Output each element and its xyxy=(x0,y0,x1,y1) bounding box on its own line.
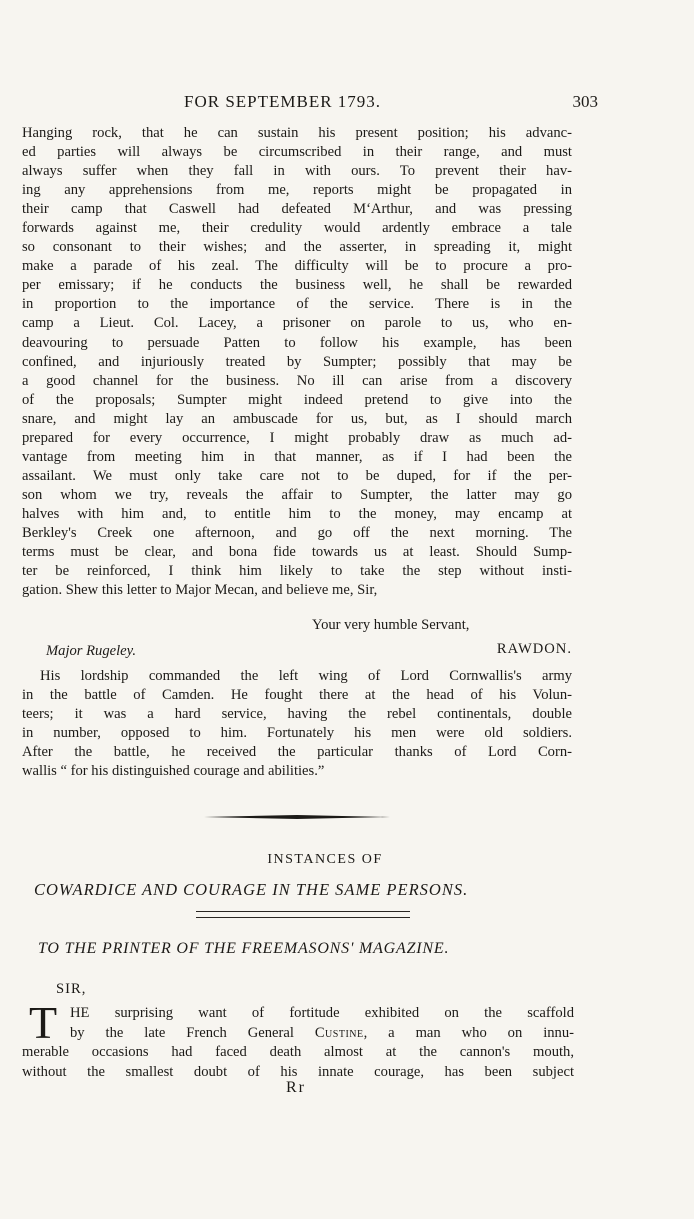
text-line: so consonant to their wishes; and the asserter, in spreading it, might xyxy=(22,239,572,256)
text-line: assailant. We must only take care not to be duped, for if the per- xyxy=(22,467,572,484)
person-name: Custine xyxy=(314,1024,364,1041)
running-head: FOR SEPTEMBER 1793. xyxy=(184,92,382,111)
printer-signature-mark: Rr xyxy=(286,1079,306,1096)
page-number: 303 xyxy=(572,92,598,111)
text-line: gation. Shew this letter to Major Mecan, and believe me, Sir, xyxy=(22,582,378,599)
text-line: prepared for every occurrence, I might probably draw as much ad- xyxy=(22,429,572,446)
text-line: ter be reinforced, I think him likely to take the step without insti- xyxy=(22,563,572,580)
text-line: in the battle of Camden. He fought there at the head of his Volun- xyxy=(22,687,572,704)
page-header xyxy=(0,92,694,118)
text-line xyxy=(22,1024,574,1044)
text-line: deavouring to persuade Patten to follow his example, has been xyxy=(22,334,572,351)
opening-paragraph xyxy=(22,997,575,1082)
salutation: SIR, xyxy=(56,981,87,997)
text-line: in number, opposed to him. Fortunately his men were old soldiers. xyxy=(22,725,572,742)
signature: RAWDON. xyxy=(496,641,572,657)
text-line: vantage from meeting him in that manner, as if I had been the xyxy=(22,448,572,465)
text-line: per emissary; if he conducts the business well, he shall be rewarded xyxy=(22,277,572,294)
text-line: always suffer when they fall in with ours. To prevent their hav- xyxy=(22,163,572,180)
text-line: merable occasions had faced death almost at the cannon's mouth, xyxy=(22,1044,574,1060)
text-line: HE surprising want of fortitude exhibited on the scaffold xyxy=(70,1005,574,1021)
text-line: son whom we try, reveals the affair to Sumpter, the latter may go xyxy=(22,486,572,503)
text-line: Hanging rock, that he can sustain his present position; his advanc- xyxy=(22,125,572,141)
text-line: of the proposals; Sumpter might indeed pretend to give into the xyxy=(22,391,572,408)
text-line: snare, and might lay an ambuscade for us, but, as I should march xyxy=(22,410,572,427)
text-line: forwards against me, their credulity would ardently embrace a tale xyxy=(22,220,572,237)
section-title: COWARDICE AND COURAGE IN THE SAME PERSONS. xyxy=(34,880,469,899)
section-kicker-text: INSTANCES OF xyxy=(267,852,383,867)
text-line: confined, and injuriously treated by Sumpter; possibly that may be xyxy=(22,353,572,370)
text-line: halves with him and, to entitle him to the money, may encamp at xyxy=(22,505,572,522)
text-line: wallis “ for his distinguished courage and abilities.” xyxy=(22,763,325,780)
text-line: teers; it was a hard service, having the rebel continentals, double xyxy=(22,706,572,723)
text-line: make a parade of his zeal. The difficulty will be to procure a pro- xyxy=(22,258,572,275)
text-line: in proportion to the importance of the service. There is in the xyxy=(22,296,572,313)
section-kicker xyxy=(0,852,694,868)
complimentary-close: Your very humble Servant, xyxy=(312,617,470,633)
text-fragment: by the late French General xyxy=(70,1024,315,1041)
text-line: ing any apprehensions from me, reports might be propagated in xyxy=(22,182,572,199)
text-line: ed parties will always be circumscribed in their range, and must xyxy=(22,144,572,161)
drop-cap: T xyxy=(28,997,58,1048)
text-line: a good channel for the business. No ill can arise from a discovery xyxy=(22,372,572,389)
section-divider-ornament xyxy=(204,815,390,819)
text-line: His lordship commanded the left wing of Lord Cornwallis's army xyxy=(40,668,572,684)
text-line: Berkley's Creek one afternoon, and go off the next morning. The xyxy=(22,524,572,541)
text-line: After the battle, he received the particular thanks of Lord Corn- xyxy=(22,744,572,761)
letter-body xyxy=(22,124,572,600)
double-rule-divider xyxy=(196,911,410,918)
text-line: terms must be clear, and bona fide towards us at least. Should Sump- xyxy=(22,544,572,561)
addressee: Major Rugeley. xyxy=(46,643,136,659)
text-line: their camp that Caswell had defeated M‘Arthur, and was pressing xyxy=(22,201,572,218)
letter-heading: TO THE PRINTER OF THE FREEMASONS' MAGAZINE. xyxy=(38,940,450,957)
text-fragment: , a man who on innu- xyxy=(363,1024,575,1041)
commentary-paragraph xyxy=(22,667,572,781)
text-line: without the smallest doubt of his innate courage, has been subject xyxy=(22,1063,574,1080)
text-line: camp a Lieut. Col. Lacey, a prisoner on parole to us, who en- xyxy=(22,315,572,332)
